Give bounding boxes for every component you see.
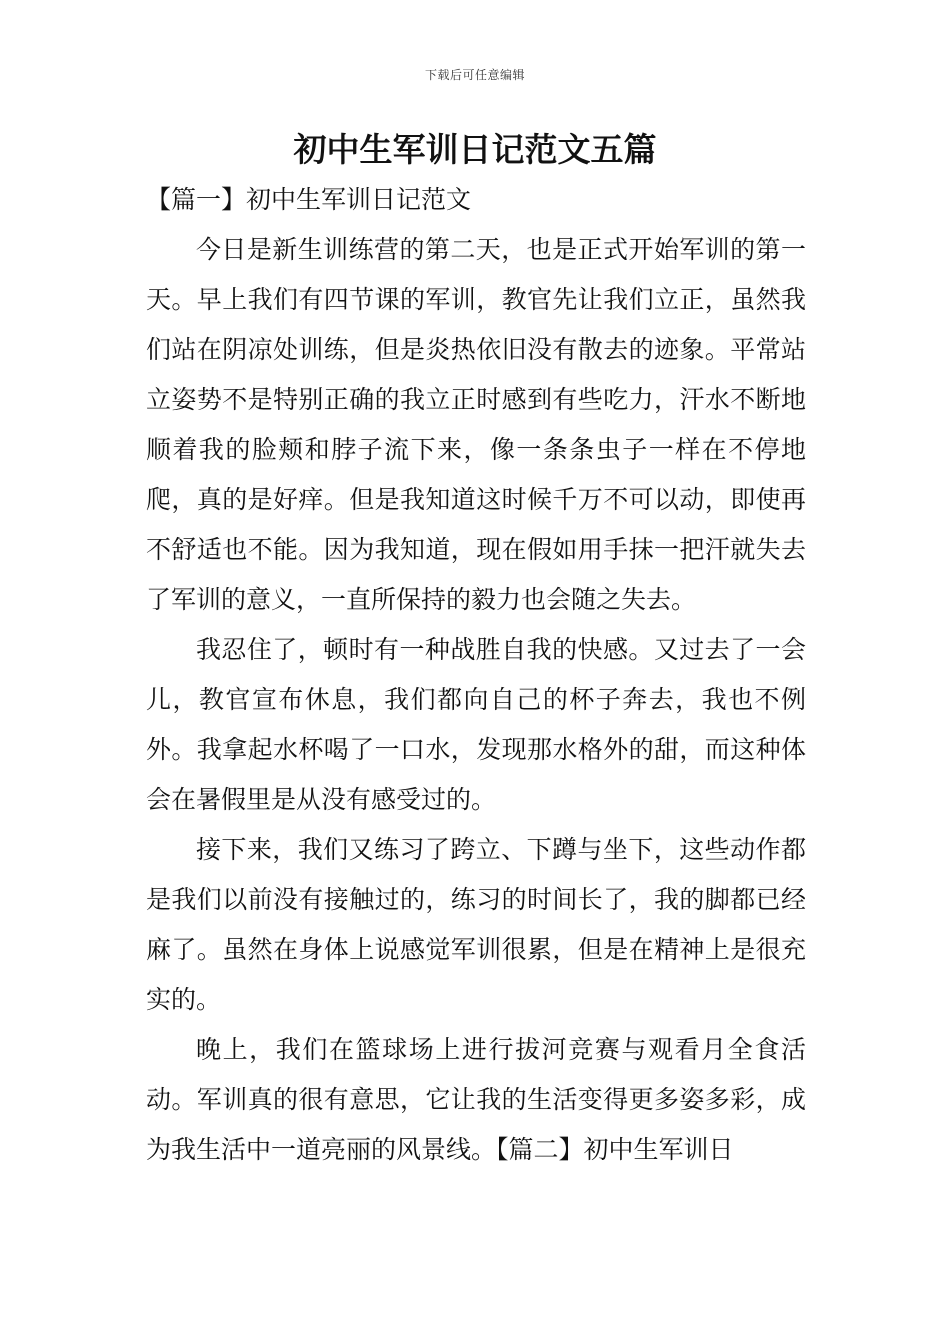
document-title: 初中生军训日记范文五篇 bbox=[293, 130, 657, 169]
paragraph-2: 我忍住了，顿时有一种战胜自我的快感。又过去了一会儿，教官宣布休息，我们都向自己的杯子奔去，我也不例外。我拿起水杯喝了一口水，发现那水格外的甜，而这种体会在暑假里是从没有感受过的。 bbox=[146, 635, 806, 814]
paragraph-4: 晚上，我们在篮球场上进行拔河竞赛与观看月全食活动。军训真的很有意思，它让我的生活变得更多姿多彩，成为我生活中一道亮丽的风景线。【篇二】初中生军训日 bbox=[146, 1035, 806, 1164]
section-heading: 【篇一】初中生军训日记范文 bbox=[146, 185, 472, 214]
document-body bbox=[146, 225, 806, 1175]
header-note: 下载后可任意编辑 bbox=[424, 68, 525, 82]
paragraph-1: 今日是新生训练营的第二天，也是正式开始军训的第一天。早上我们有四节课的军训，教官先让我们立正，虽然我们站在阴凉处训练，但是炎热依旧没有散去的迹象。平常站立姿势不是特别正确的我立正时感到有些吃力，汗水不断地顺着我的脸颊和脖子流下来，像一条条虫子一样在不停地爬，真的是好痒。但是我知道这时候千万不可以动，即使再不舒适也不能。因为我知道，现在假如用手抹一把汗就失去了军训的意义，一直所保持的毅力也会随之失去。 bbox=[146, 235, 806, 614]
paragraph-3: 接下来，我们又练习了跨立、下蹲与坐下，这些动作都是我们以前没有接触过的，练习的时间长了，我的脚都已经麻了。虽然在身体上说感觉军训很累，但是在精神上是很充实的。 bbox=[146, 835, 806, 1014]
